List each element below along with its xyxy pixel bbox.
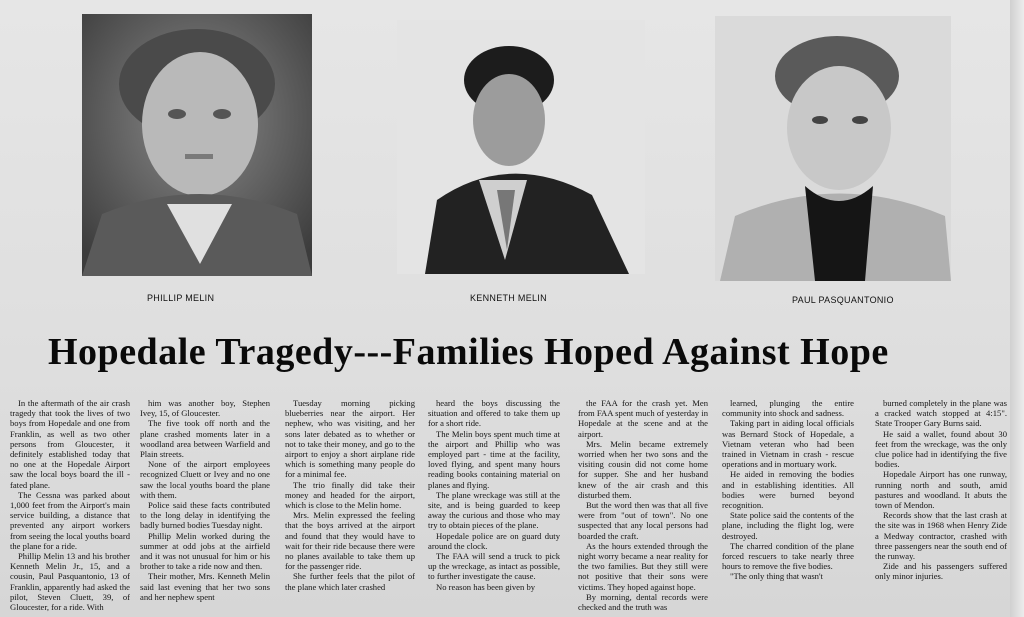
- paragraph: The charred condition of the plane forced rescuers to take nearly three hours to remove the five bodies.: [722, 540, 854, 572]
- paragraph: The trio finally did take their money and headed for the airport, which is close to the Melin home.: [285, 479, 415, 511]
- paragraph: He said a wallet, found about 30 feet from the wreckage, was the only clue police had in identifying the five bodies.: [875, 428, 1007, 470]
- paragraph: Phillip Melin worked during the summer at odd jobs at the airfield and it was not unusual for him or his brother to take a ride now and then.: [140, 530, 270, 572]
- paragraph: Hopedale police are on guard duty around the clock.: [428, 530, 560, 551]
- article-column-2: [140, 398, 270, 613]
- paragraph: In the aftermath of the air crash tragedy that took the lives of two boys from Hopedale and one from Franklin, as well as two other persons from Gloucester, it definitely established today that no one at the Hopedale Airport saw the local boys board the ill - fated plane.: [10, 398, 130, 490]
- paragraph: State police said the contents of the plane, including the flight log, were destroyed.: [722, 510, 854, 541]
- paragraph: Phillip Melin 13 and his brother Kenneth Melin Jr., 15, and a cousin, Paul Pasquantonio, 13 of Franklin, apparently had asked the pilot, Steven Cluett, 39, of Gloucester, for a ride. With: [10, 551, 130, 613]
- article-column-6: [722, 398, 854, 613]
- paragraph: The FAA will send a truck to pick up the wreckage, as intact as possible, to further investigate the cause.: [428, 551, 560, 582]
- paragraph: Hopedale Airport has one runway, running north and south, amid pastures and woodland. It abuts the town of Mendon.: [875, 469, 1007, 511]
- page-edge-shadow: [1010, 0, 1024, 617]
- paragraph: The Cessna was parked about 1,000 feet from the Airport's main service building, a distance that prevented any airport workers from seeing the local youths board the plane for a ride.: [10, 489, 130, 551]
- paragraph: The plane wreckage was still at the site, and is being guarded to keep away the curious and those who may try to obtain pieces of the plane.: [428, 489, 560, 531]
- paragraph: Zide and his passengers suffered only minor injuries.: [875, 561, 1007, 582]
- paragraph: But the word then was that all five were from "out of town". No one suspected that any local persons had boarded the craft.: [578, 500, 708, 541]
- headline: Hopedale Tragedy---Families Hoped Against Hope: [48, 331, 889, 373]
- paragraph: Their mother, Mrs. Kenneth Melin said last evening that her two sons and her nephew spent: [140, 571, 270, 602]
- paragraph: The five took off north and the plane crashed moments later in a woodland area between Warfield and Plain streets.: [140, 418, 270, 460]
- paragraph: Taking part in aiding local officials was Bernard Stock of Hopedale, a Vietnam veteran who had been trained in Vietnam in crash - rescue operations and in mortuary work.: [722, 418, 854, 470]
- paragraph: burned completely in the plane was a cracked watch stopped at 4:15". State Trooper Gary Burns said.: [875, 398, 1007, 429]
- paragraph: The Melin boys spent much time at the airport and Phillip who was employed part - time at the facility, loved flying, and spent many hours reading books containing material on planes and flying.: [428, 428, 560, 490]
- paragraph: Tuesday morning picking blueberries near the airport. Her nephew, who was visiting, and her sons later debated as to whether or not to take their money, and go to the airport to enjoy a short airplane ride which is something many people do for a minimal fee.: [285, 398, 415, 480]
- paragraph: Mrs. Melin expressed the feeling that the boys arrived at the airport and found that they would have to wait for their ride because there were no planes available to take them up for the passenger ride.: [285, 510, 415, 572]
- paragraph: Mrs. Melin became extremely worried when her two sons and the visiting cousin did not come home for supper. She and her husband knew of the air crash and this disturbed them.: [578, 438, 708, 500]
- article-column-5: [578, 398, 708, 613]
- paragraph: heard the boys discussing the situation and offered to take them up for a short ride.: [428, 398, 560, 429]
- paragraph: learned, plunging the entire community into shock and sadness.: [722, 398, 854, 419]
- photo-paul-pasquantonio: [715, 16, 951, 281]
- paragraph: By morning, dental records were checked and the truth was: [578, 591, 708, 613]
- paragraph: No reason has been given by: [436, 581, 536, 592]
- paragraph: Police said these facts contributed to the long delay in identifying the badly burned bodies Tuesday night.: [140, 500, 270, 531]
- caption-paul-pasquantonio: PAUL PASQUANTONIO: [792, 295, 894, 305]
- paragraph: him was another boy, Stephen Ivey, 15, of Gloucester.: [140, 398, 270, 419]
- paragraph: She further feels that the pilot of the plane which later crashed: [285, 571, 415, 592]
- article-column-7: [875, 398, 1007, 613]
- paragraph: None of the airport employees recognized Cluett or Ivey and no one saw the local youths board the plane with them.: [140, 459, 270, 500]
- article-column-3: [285, 398, 415, 613]
- paragraph: He aided in removing the bodies and in establishing identities. All bodies were burned beyond recognition.: [722, 469, 854, 511]
- paragraph: As the hours extended through the night worry became a near reality for the two families. But they still were not positive that their sons were victims. They hoped against hope.: [578, 540, 708, 592]
- article-column-4: [428, 398, 560, 613]
- photo-kenneth-melin: [397, 20, 645, 274]
- caption-kenneth-melin: KENNETH MELIN: [470, 293, 547, 303]
- paragraph: "The only thing that wasn't: [730, 571, 823, 582]
- photo-phillip-melin: [82, 14, 312, 276]
- caption-phillip-melin: PHILLIP MELIN: [147, 293, 215, 303]
- paragraph: the FAA for the crash yet. Men from FAA spent much of yesterday in Hopedale at the scene and at the airport.: [578, 398, 708, 439]
- article-column-1: [10, 398, 130, 613]
- paragraph: Records show that the last crash at the site was in 1968 when Henry Zide a Medway contractor, crashed with three passengers near the south end of the runway.: [875, 510, 1007, 562]
